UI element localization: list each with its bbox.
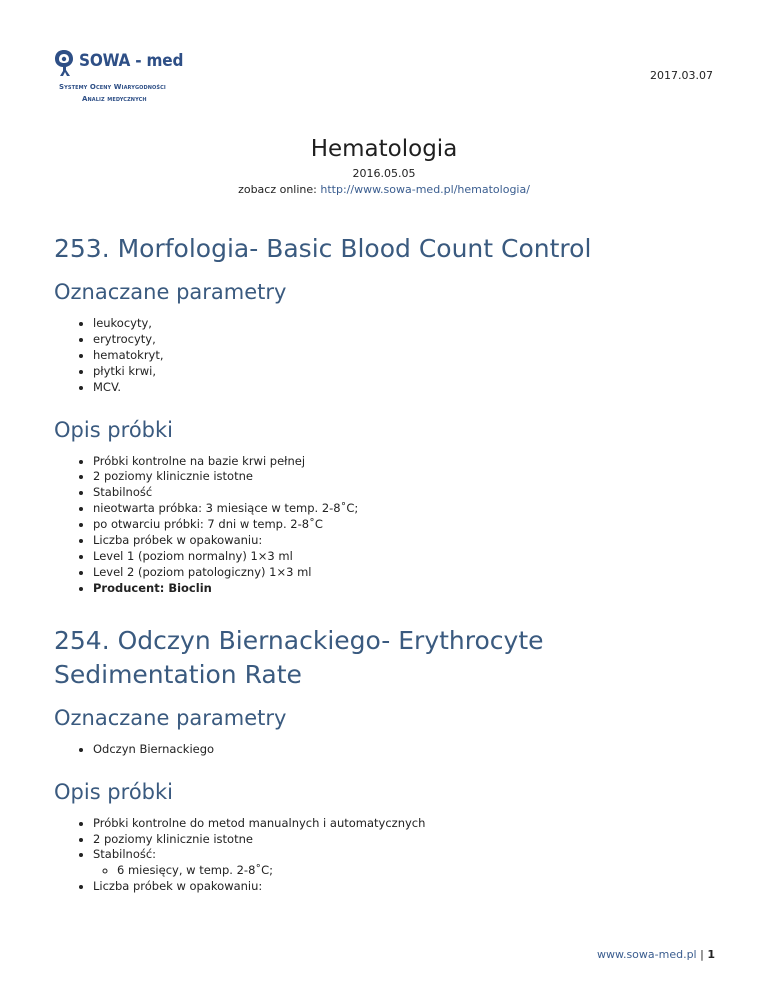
footer-separator: | bbox=[700, 948, 704, 961]
params-list bbox=[54, 742, 714, 758]
list-item: • 2 poziomy klinicznie istotne bbox=[93, 832, 714, 848]
list-item: • Liczba próbek w opakowaniu: bbox=[93, 879, 714, 895]
stability-label: Stabilność: bbox=[93, 847, 157, 862]
sample-description-list bbox=[54, 816, 714, 896]
sowa-med-logo[interactable] bbox=[53, 46, 193, 116]
list-item: • nieotwarta próbka: 3 miesiące w temp. 2-8˚C; bbox=[93, 501, 714, 517]
article-heading: 254. Odczyn Biernackiego- Erythrocyte Sedimentation Rate bbox=[54, 625, 544, 689]
document-title: Hematologia bbox=[310, 136, 458, 162]
params-heading: Oznaczane parametry bbox=[54, 705, 287, 730]
params-list bbox=[54, 316, 714, 396]
footer-site-link[interactable]: www.sowa-med.pl bbox=[596, 948, 697, 961]
list-item: • Liczba próbek w opakowaniu: bbox=[93, 533, 714, 549]
page-footer bbox=[597, 948, 715, 961]
logo-subtitle-line1: Systemy Oceny Wiarygodności bbox=[59, 83, 166, 91]
logo-subtitle-line2: Analiz medycznych bbox=[82, 95, 147, 103]
owl-logo-icon bbox=[53, 48, 75, 78]
list-item: • 2 poziomy klinicznie istotne bbox=[93, 469, 714, 485]
online-link-line bbox=[0, 183, 768, 196]
list-item: • po otwarciu próbki: 7 dni w temp. 2-8˚C bbox=[93, 517, 714, 533]
list-item: ◦ 6 miesięcy, w temp. 2-8˚C; bbox=[117, 863, 714, 879]
online-url-link[interactable]: http://www.sowa-med.pl/hematologia/ bbox=[320, 183, 530, 196]
sample-description-list bbox=[54, 454, 714, 597]
list-item: • Próbki kontrolne do metod manualnych i automatycznych bbox=[93, 816, 714, 832]
article-heading: 253. Morfologia- Basic Blood Count Control bbox=[54, 234, 592, 263]
stability-item bbox=[93, 847, 714, 879]
list-item: • Próbki kontrolne na bazie krwi pełnej bbox=[93, 454, 714, 470]
list-item: • Odczyn Biernackiego bbox=[93, 742, 714, 758]
article-content bbox=[54, 232, 714, 895]
list-item: • Level 1 (poziom normalny) 1×3 ml bbox=[93, 549, 714, 565]
sample-description-heading: Opis próbki bbox=[54, 779, 173, 804]
producer-text: Producent: Bioclin bbox=[93, 580, 212, 595]
list-item: • płytki krwi, bbox=[93, 364, 714, 380]
header-date: 2017.03.07 bbox=[650, 69, 713, 82]
logo-title: SOWA - med bbox=[79, 51, 184, 71]
document-date: 2016.05.05 bbox=[352, 167, 416, 180]
list-item: • Level 2 (poziom patologiczny) 1×3 ml bbox=[93, 565, 714, 581]
params-heading: Oznaczane parametry bbox=[54, 280, 287, 304]
list-item: • leukocyty, bbox=[93, 316, 714, 332]
list-item: • Stabilność bbox=[93, 485, 714, 501]
producer-item bbox=[93, 581, 714, 597]
online-label: zobacz online: bbox=[238, 183, 317, 196]
page-number: 1 bbox=[707, 948, 715, 961]
list-item: • MCV. bbox=[93, 380, 714, 396]
list-item: • hematokryt, bbox=[93, 348, 714, 364]
stability-sublist bbox=[93, 863, 714, 879]
sample-description-heading: Opis próbki bbox=[54, 417, 173, 442]
list-item: • erytrocyty, bbox=[93, 332, 714, 348]
